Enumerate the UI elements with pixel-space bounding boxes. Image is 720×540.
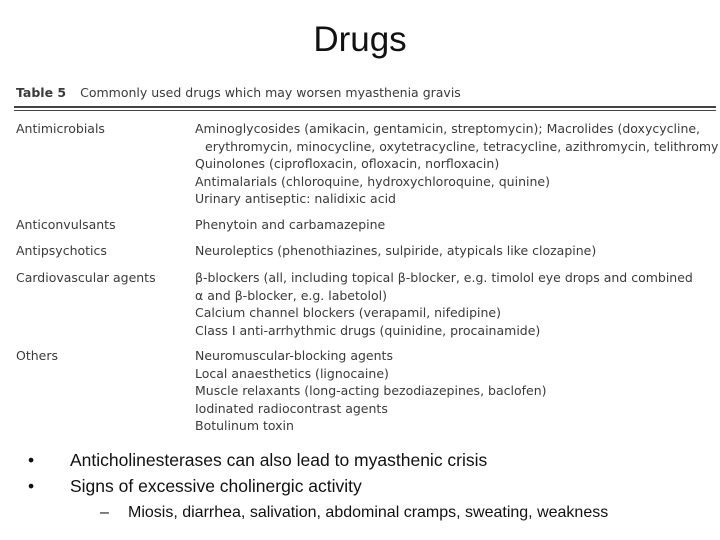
bullet-marker: • — [28, 450, 35, 470]
drug-list — [195, 242, 720, 260]
table-caption — [16, 85, 461, 100]
drug-list — [195, 216, 720, 234]
bullet-marker: • — [28, 476, 35, 496]
drug-entry: Neuroleptics (phenothiazines, sulpiride, atypicals like clozapine) — [195, 243, 597, 258]
drug-category: Anticonvulsants — [16, 217, 116, 232]
drug-entry: Antimalarials (chloroquine, hydroxychloroquine, quinine) — [195, 173, 550, 189]
bullet-text: Anticholinesterases can also lead to myasthenic crisis — [70, 450, 488, 470]
drug-category: Others — [16, 348, 59, 363]
drug-entry: Botulinum toxin — [195, 418, 294, 433]
table-top-rule — [14, 106, 716, 108]
drug-list — [195, 347, 720, 435]
drug-entry: Calcium channel blockers (verapamil, nifedipine) — [195, 305, 501, 320]
drug-entry: Local anaesthetics (lignocaine) — [195, 365, 389, 381]
drug-list — [195, 269, 720, 339]
drug-category: Antipsychotics — [16, 243, 107, 258]
sub-bullet-marker: – — [100, 504, 109, 521]
drug-entry: Class I anti-arrhythmic drugs (quinidine, procainamide) — [195, 322, 541, 338]
drug-entry: β-blockers (all, including topical β-blocker, e.g. timolol eye drops and combined — [195, 270, 693, 285]
slide-title: Drugs — [313, 20, 407, 59]
drug-category: Cardiovascular agents — [16, 270, 156, 285]
drug-entry: Urinary antiseptic: nalidixic acid — [195, 191, 396, 206]
drug-entry: Iodinated radiocontrast agents — [195, 400, 388, 416]
table-label: Table 5 — [16, 85, 67, 100]
sub-bullet-item — [28, 499, 718, 527]
drug-entry: Aminoglycosides (amikacin, gentamicin, streptomycin); Macrolides (doxycycline, — [195, 121, 701, 136]
bullet-text: Signs of excessive cholinergic activity — [70, 476, 362, 496]
drug-entry: Quinolones (ciprofloxacin, ofloxacin, norfloxacin) — [195, 156, 500, 171]
drug-entry: erythromycin, minocycline, oxytetracycline, tetracycline, azithromycin, telithromy — [205, 138, 719, 154]
bullet-item — [28, 473, 718, 499]
table-header-rule — [14, 110, 716, 111]
drug-entry: α and β-blocker, e.g. labetolol) — [195, 287, 388, 303]
drug-list — [195, 120, 720, 208]
drug-category: Antimicrobials — [16, 121, 105, 136]
table-caption-text: Commonly used drugs which may worsen myasthenia gravis — [80, 85, 461, 100]
drug-entry: Muscle relaxants (long-acting bezodiazepines, baclofen) — [195, 383, 547, 398]
bullet-item — [28, 447, 718, 473]
drug-entry: Phenytoin and carbamazepine — [195, 217, 386, 232]
bullet-list — [28, 447, 718, 527]
drug-entry: Neuromuscular-blocking agents — [195, 348, 393, 363]
sub-bullet-text: Miosis, diarrhea, salivation, abdominal cramps, sweating, weakness — [128, 504, 609, 521]
